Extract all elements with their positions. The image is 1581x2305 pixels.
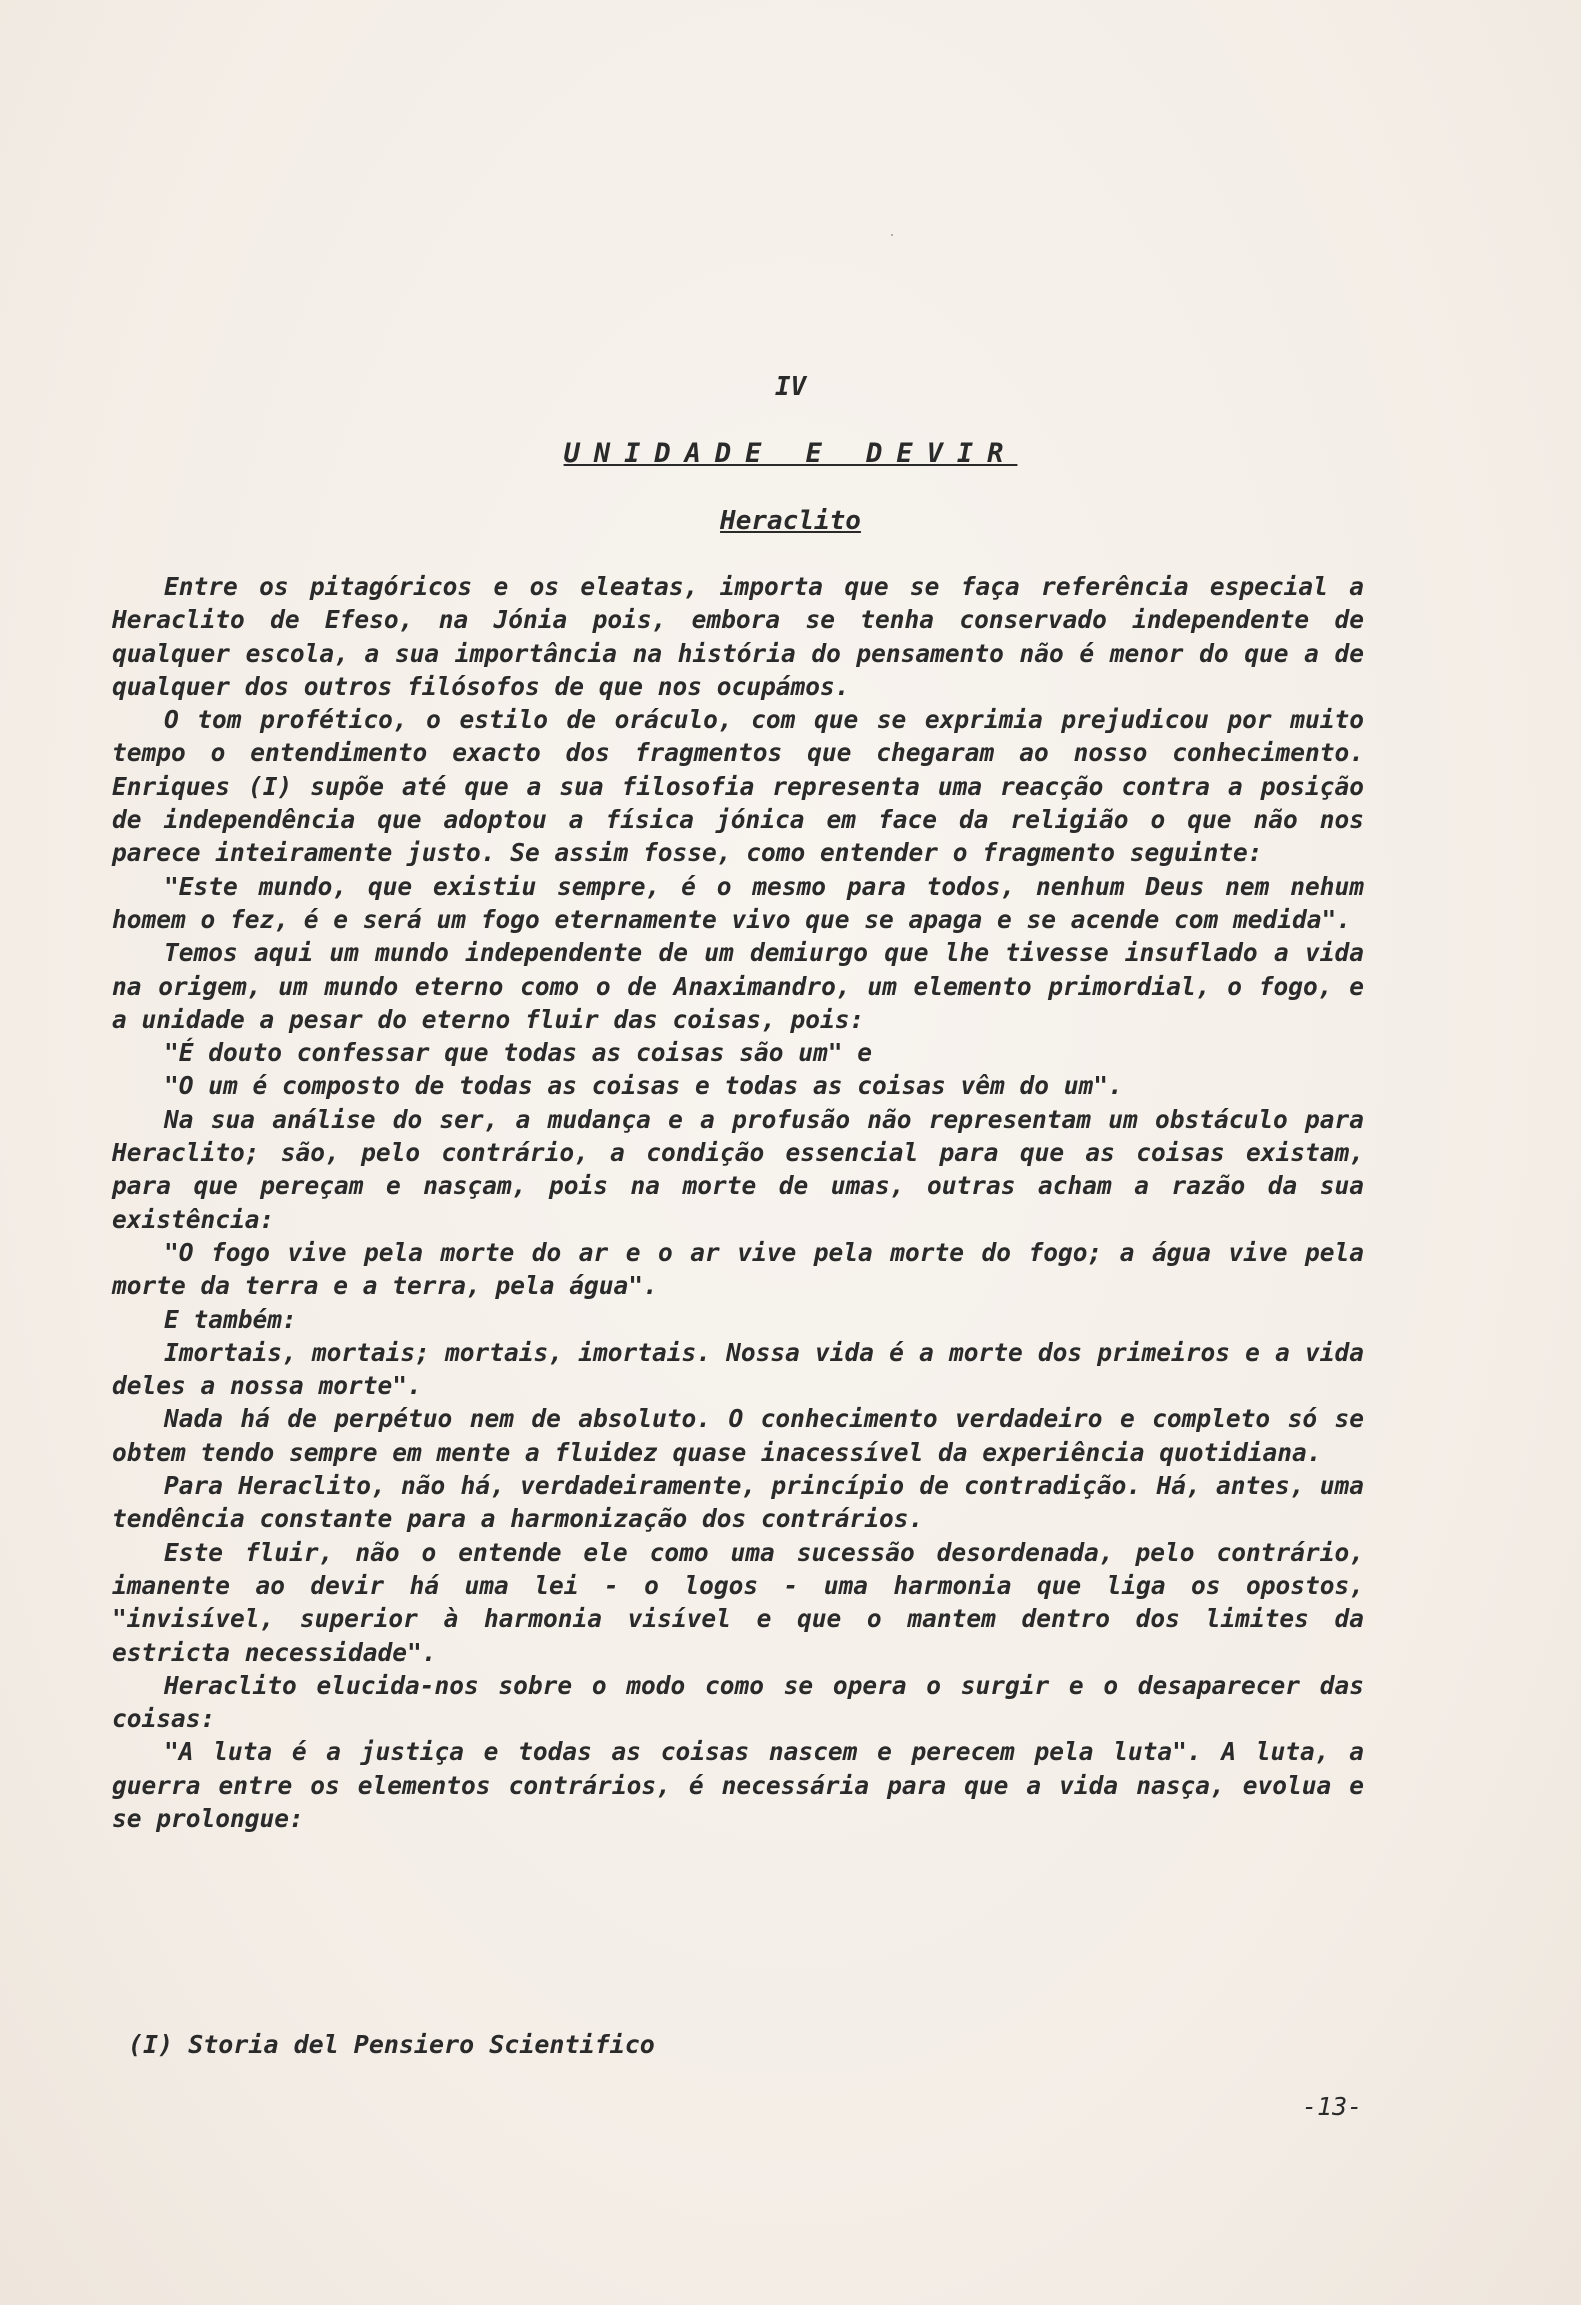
paragraph: Na sua análise do ser, a mudança e a profusão não representam um obstáculo para Heraclito; são, pelo contrário, a condição essencial para que as coisas existam, para que pereçam e nasçam, pois na morte de umas, outras acham a razão da sua existência: (112, 1104, 1364, 1234)
quote-paragraph: "O fogo vive pela morte do ar e o ar vive pela morte do fogo; a água vive pela morte da terra e a terra, pela água". (112, 1237, 1364, 1301)
chapter-number: IV (774, 372, 807, 402)
paragraph: O tom profético, o estilo de oráculo, com que se exprimia prejudicou por muito tempo o entendimento exacto dos fragmentos que chegaram ao nosso conhecimento. Enriques (I) supõe até que a sua filosofia representa uma reacção contra a posição de independência que adoptou a física jónica em face da religião o que não nos parece inteiramente justo. Se assim fosse, como entender o fragmento seguinte: (112, 705, 1364, 868)
paragraph: Nada há de perpétuo nem de absoluto. O conhecimento verdadeiro e completo só se obtem tendo sempre em mente a fluidez quase inacessível da experiência quotidiana. (112, 1404, 1364, 1467)
chapter-title: UNIDADE E DEVIR (563, 438, 1018, 469)
quote-paragraph: "O um é composto de todas as coisas e todas as coisas vêm do um". (164, 1071, 1123, 1101)
section-title: Heraclito (720, 506, 861, 536)
paragraph: Este fluir, não o entende ele como uma sucessão desordenada, pelo contrário, imanente ao devir há uma lei - o logos - uma harmonia que liga os opostos, "invisível, superior à harmonia visível e que o mantem dentro dos limites da estricta necessidade". (112, 1537, 1364, 1667)
paragraph: "A luta é a justiça e todas as coisas nascem e perecem pela luta". A luta, a guerra entre os elementos contrários, é necessária para que a vida nasça, evolua e se prolongue: (112, 1737, 1364, 1833)
paragraph: Entre os pitagóricos e os eleatas, importa que se faça referência especial a Heraclito de Efeso, na Jónia pois, embora se tenha conservado independente de qualquer escola, a sua importância na história do pensamento não é menor do que a de qualquer dos outros filósofos de que nos ocupámos. (112, 572, 1364, 701)
quote-paragraph: Imortais, mortais; mortais, imortais. Nossa vida é a morte dos primeiros e a vida deles a nossa morte". (112, 1337, 1364, 1401)
paragraph: Temos aqui um mundo independente de um demiurgo que lhe tivesse insuflado a vida na origem, um mundo eterno como o de Anaximandro, um elemento primordial, o fogo, e a unidade a pesar do eterno fluir das coisas, pois: (112, 938, 1364, 1034)
footnote: (I) Storia del Pensiero Scientifico (128, 2030, 655, 2059)
paragraph: Para Heraclito, não há, verdadeiramente, princípio de contradição. Há, antes, uma tendência constante para a harmonização dos contrários. (112, 1471, 1364, 1534)
quote-paragraph: "É douto confessar que todas as coisas são um" e (164, 1038, 873, 1068)
quote-paragraph: "Este mundo, que existiu sempre, é o mesmo para todos, nenhum Deus nem nehum homem o fez, é e será um fogo eternamente vivo que se apaga e se acende com medida". (112, 871, 1364, 934)
paragraph: Heraclito elucida-nos sobre o modo como se opera o surgir e o desaparecer das coisas: (112, 1670, 1364, 1734)
body-text (112, 570, 1364, 1835)
paragraph: E também: (164, 1304, 297, 1334)
paper-speck (891, 234, 893, 236)
page-number: -13- (1302, 2092, 1363, 2121)
